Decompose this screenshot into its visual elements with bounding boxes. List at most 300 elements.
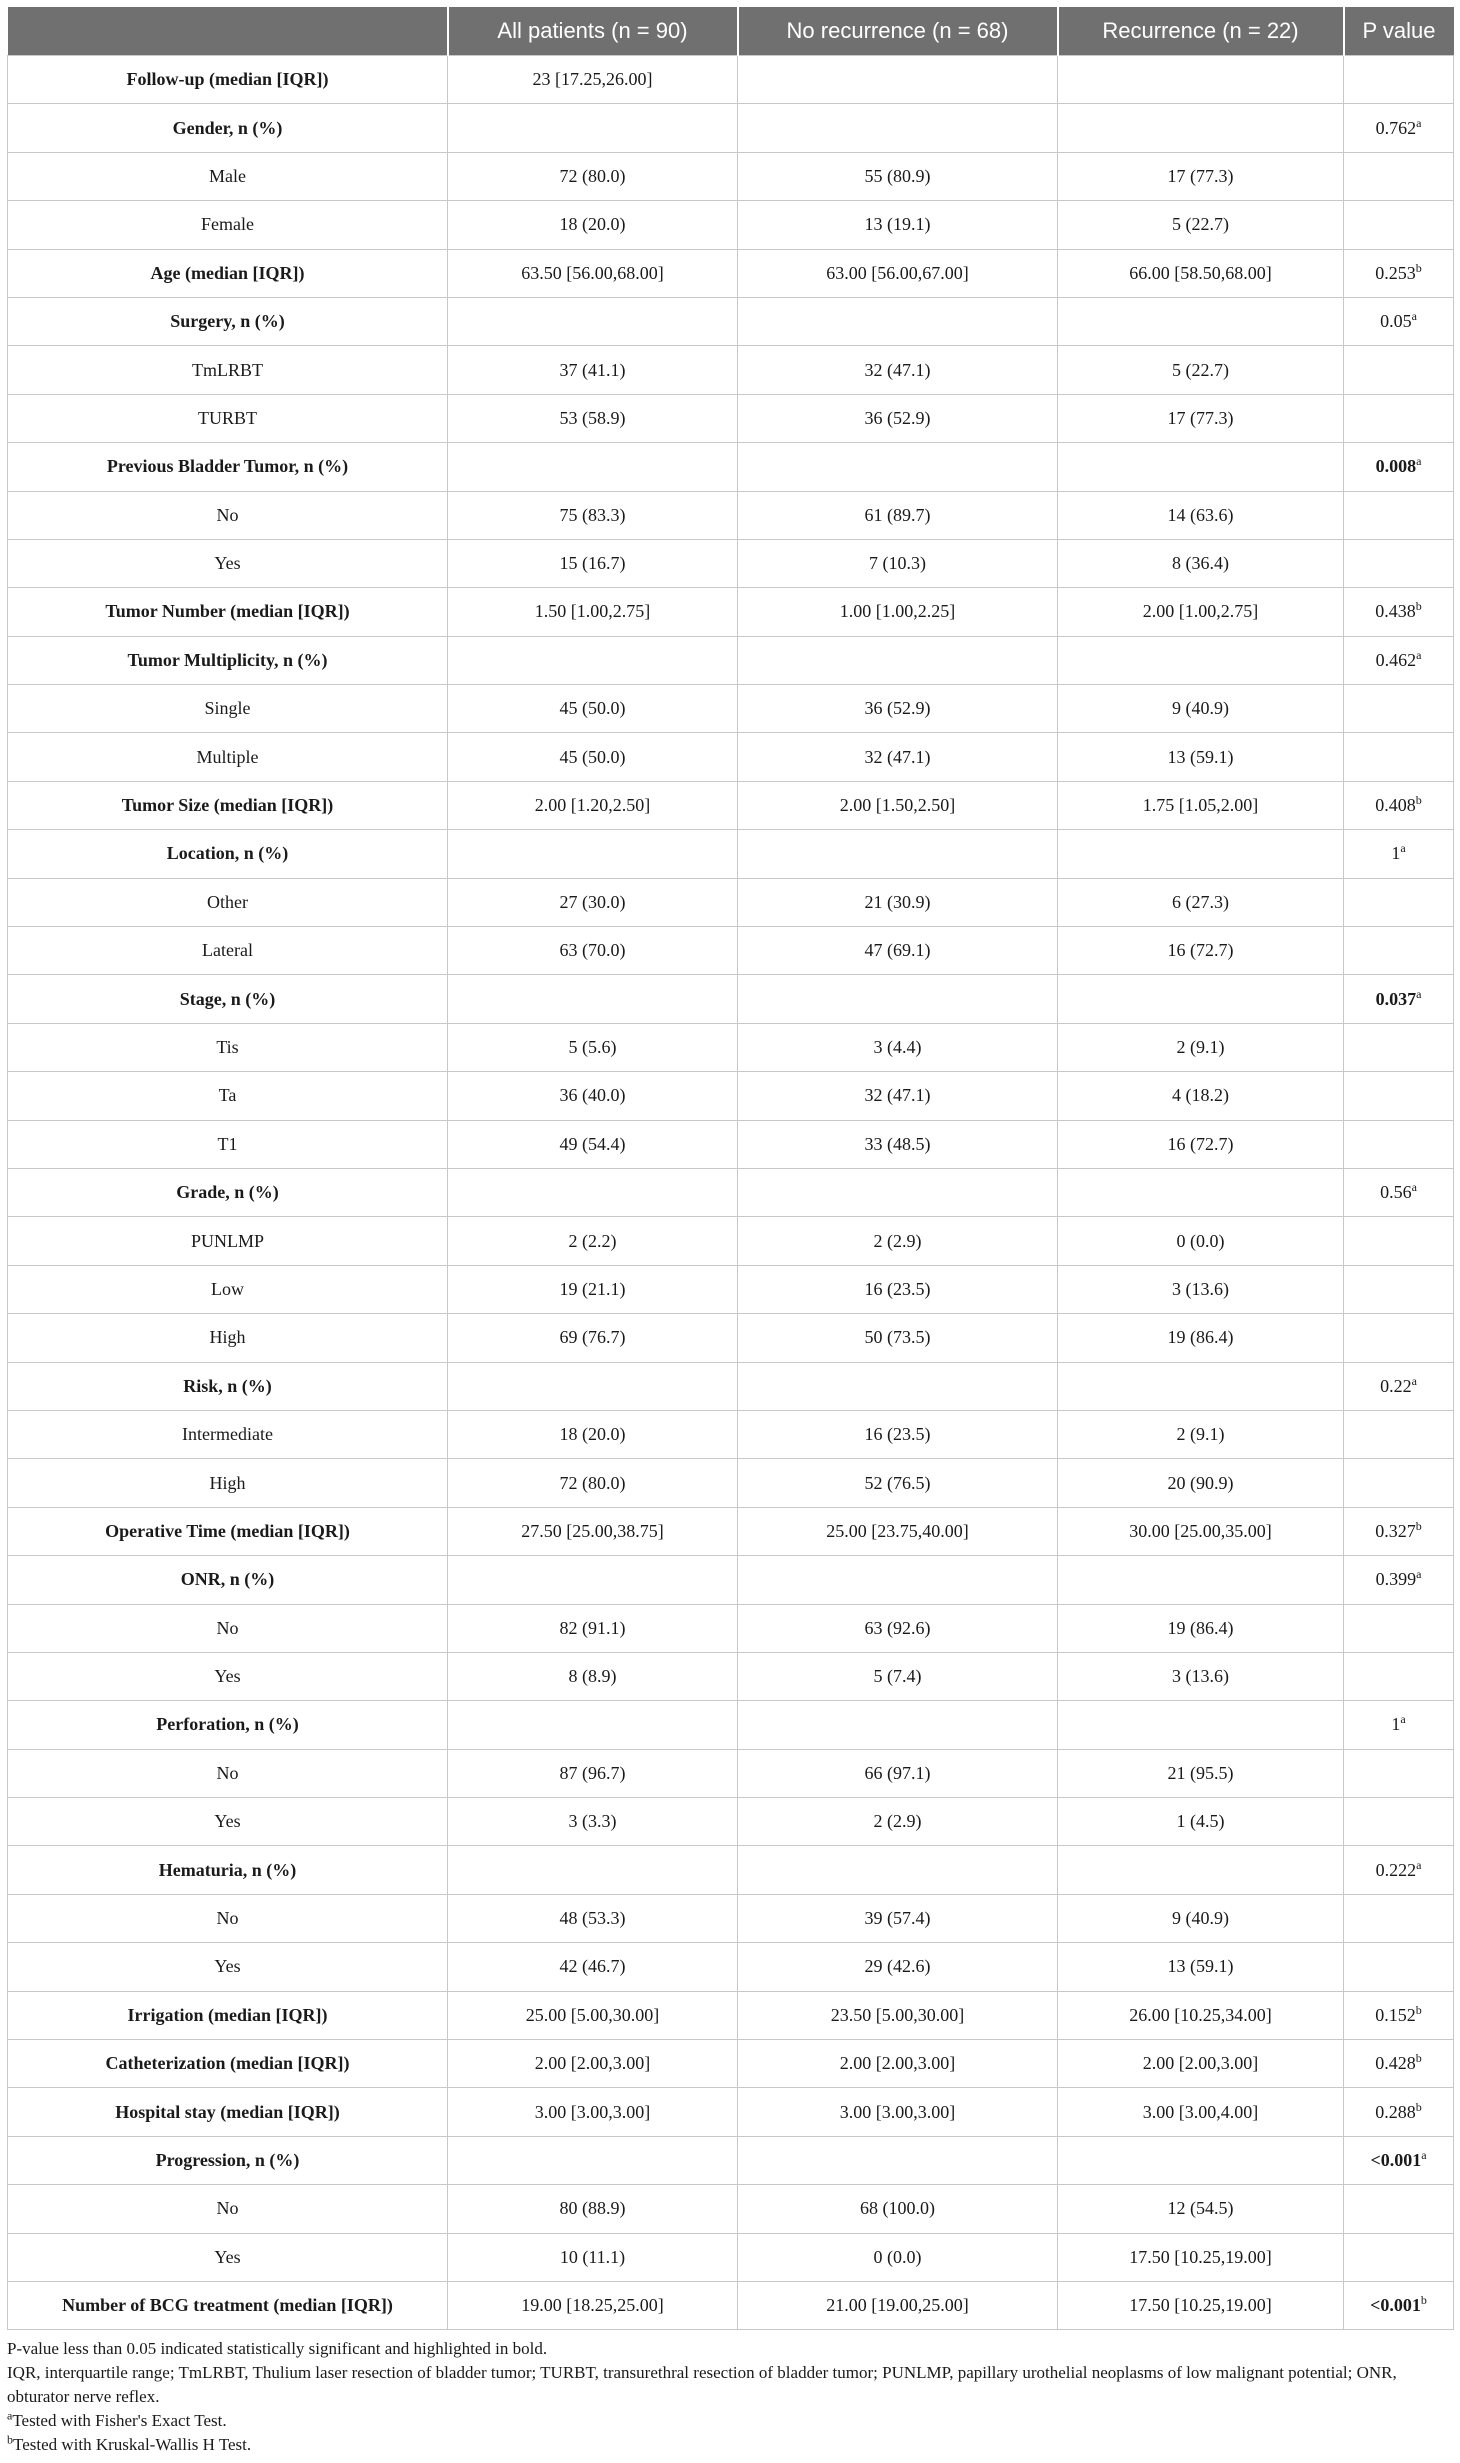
cell-no-recurrence: 21.00 [19.00,25.00]: [738, 2281, 1058, 2329]
cell-recurrence: 13 (59.1): [1058, 733, 1344, 781]
cell-recurrence: 8 (36.4): [1058, 539, 1344, 587]
cell-variable: Risk, n (%): [8, 1362, 448, 1410]
p-value-test-marker: a: [1411, 309, 1417, 324]
cell-recurrence: [1058, 2136, 1344, 2184]
table-row: [8, 1991, 1454, 2039]
cell-p-value: [1344, 927, 1454, 975]
table-row: [8, 346, 1454, 394]
cell-no-recurrence: 23.50 [5.00,30.00]: [738, 1991, 1058, 2039]
cell-no-recurrence: [738, 975, 1058, 1023]
cell-all-patients: 80 (88.9): [448, 2185, 738, 2233]
cell-p-value: [1344, 1507, 1454, 1555]
table-row: [8, 1556, 1454, 1604]
p-value-test-marker: b: [1415, 2099, 1422, 2114]
cell-variable: Surgery, n (%): [8, 297, 448, 345]
cell-p-value: [1344, 1459, 1454, 1507]
cell-no-recurrence: 2.00 [2.00,3.00]: [738, 2040, 1058, 2088]
cell-all-patients: 36 (40.0): [448, 1072, 738, 1120]
cell-p-value: [1344, 443, 1454, 491]
cell-recurrence: 9 (40.9): [1058, 1894, 1344, 1942]
cell-no-recurrence: 29 (42.6): [738, 1943, 1058, 1991]
cell-variable: Tumor Size (median [IQR]): [8, 781, 448, 829]
cell-p-value: [1344, 1362, 1454, 1410]
cell-no-recurrence: [738, 636, 1058, 684]
cell-variable: Perforation, n (%): [8, 1701, 448, 1749]
cell-variable: Ta: [8, 1072, 448, 1120]
p-value-text: 0.438: [1375, 601, 1416, 622]
cell-recurrence: 5 (22.7): [1058, 201, 1344, 249]
cell-p-value: [1344, 1410, 1454, 1458]
cell-variable: Catheterization (median [IQR]): [8, 2040, 448, 2088]
table-row: [8, 1023, 1454, 1071]
p-value-text: 0.428: [1375, 2053, 1416, 2074]
cell-p-value: [1344, 1798, 1454, 1846]
table-row: [8, 927, 1454, 975]
cell-p-value: [1344, 1072, 1454, 1120]
cell-no-recurrence: 16 (23.5): [738, 1410, 1058, 1458]
cell-recurrence: [1058, 297, 1344, 345]
header-row: [8, 7, 1454, 56]
table-footnotes: [7, 2337, 1453, 2457]
p-value-test-marker: a: [1411, 1373, 1417, 1388]
table-row: [8, 104, 1454, 152]
footnote-significance: P-value less than 0.05 indicated statistically significant and highlighted in bold.: [7, 2339, 548, 2359]
cell-no-recurrence: 32 (47.1): [738, 733, 1058, 781]
table-row: [8, 1652, 1454, 1700]
p-value-test-marker: b: [1415, 793, 1422, 808]
cell-variable: Lateral: [8, 927, 448, 975]
cell-p-value: [1344, 2136, 1454, 2184]
table-header: [8, 7, 1454, 56]
cell-no-recurrence: [738, 1701, 1058, 1749]
cell-p-value: [1344, 1652, 1454, 1700]
cell-recurrence: 2 (9.1): [1058, 1410, 1344, 1458]
cell-all-patients: 42 (46.7): [448, 1943, 738, 1991]
cell-variable: Hospital stay (median [IQR]): [8, 2088, 448, 2136]
footnote-a-mark: a: [7, 2408, 13, 2423]
cell-no-recurrence: [738, 297, 1058, 345]
cell-recurrence: 17 (77.3): [1058, 394, 1344, 442]
cell-all-patients: 27.50 [25.00,38.75]: [448, 1507, 738, 1555]
cell-no-recurrence: 36 (52.9): [738, 394, 1058, 442]
cell-no-recurrence: [738, 1362, 1058, 1410]
cell-no-recurrence: 33 (48.5): [738, 1120, 1058, 1168]
p-value-text: 0.22: [1380, 1375, 1412, 1396]
table-row: [8, 1459, 1454, 1507]
cell-recurrence: 2.00 [1.00,2.75]: [1058, 588, 1344, 636]
cell-all-patients: 82 (91.1): [448, 1604, 738, 1652]
p-value-test-marker: b: [1415, 1518, 1422, 1533]
cell-p-value: [1344, 588, 1454, 636]
cell-no-recurrence: 0 (0.0): [738, 2233, 1058, 2281]
p-value-test-marker: b: [1415, 260, 1422, 275]
cell-variable: Yes: [8, 2233, 448, 2281]
cell-p-value: [1344, 2088, 1454, 2136]
cell-all-patients: 87 (96.7): [448, 1749, 738, 1797]
cell-variable: Number of BCG treatment (median [IQR]): [8, 2281, 448, 2329]
cell-variable: Progression, n (%): [8, 2136, 448, 2184]
table-row: [8, 1604, 1454, 1652]
table-row: [8, 636, 1454, 684]
cell-all-patients: [448, 830, 738, 878]
cell-recurrence: [1058, 56, 1344, 104]
cell-no-recurrence: [738, 56, 1058, 104]
table-row: [8, 56, 1454, 104]
p-value-text: 0.05: [1380, 311, 1412, 332]
cell-no-recurrence: [738, 1846, 1058, 1894]
cell-variable: No: [8, 1604, 448, 1652]
cell-all-patients: 8 (8.9): [448, 1652, 738, 1700]
cell-variable: Yes: [8, 1652, 448, 1700]
cell-all-patients: 3.00 [3.00,3.00]: [448, 2088, 738, 2136]
cell-recurrence: 19 (86.4): [1058, 1314, 1344, 1362]
cell-p-value: [1344, 1846, 1454, 1894]
cell-no-recurrence: 21 (30.9): [738, 878, 1058, 926]
table-row: [8, 394, 1454, 442]
cell-recurrence: [1058, 975, 1344, 1023]
cell-recurrence: 66.00 [58.50,68.00]: [1058, 249, 1344, 297]
footnote-b-mark: b: [7, 2432, 13, 2447]
cell-all-patients: [448, 297, 738, 345]
cell-p-value: [1344, 975, 1454, 1023]
cell-all-patients: 2.00 [1.20,2.50]: [448, 781, 738, 829]
cell-recurrence: 17.50 [10.25,19.00]: [1058, 2281, 1344, 2329]
cell-variable: Tumor Multiplicity, n (%): [8, 636, 448, 684]
table-row: [8, 1943, 1454, 1991]
cell-all-patients: [448, 1556, 738, 1604]
cell-recurrence: [1058, 830, 1344, 878]
cell-no-recurrence: [738, 443, 1058, 491]
cell-p-value: [1344, 249, 1454, 297]
cell-recurrence: 20 (90.9): [1058, 1459, 1344, 1507]
cell-variable: Age (median [IQR]): [8, 249, 448, 297]
cell-p-value: [1344, 1749, 1454, 1797]
cell-variable: Gender, n (%): [8, 104, 448, 152]
cell-p-value: [1344, 1991, 1454, 2039]
cell-all-patients: 3 (3.3): [448, 1798, 738, 1846]
p-value-text: 1: [1391, 1714, 1401, 1735]
cell-recurrence: 0 (0.0): [1058, 1217, 1344, 1265]
table-row: [8, 1749, 1454, 1797]
cell-all-patients: 23 [17.25,26.00]: [448, 56, 738, 104]
p-value-text: 0.037: [1375, 988, 1417, 1009]
cell-no-recurrence: [738, 2136, 1058, 2184]
cell-all-patients: 63 (70.0): [448, 927, 738, 975]
table-row: [8, 443, 1454, 491]
table-body: [8, 56, 1454, 2330]
cell-recurrence: 16 (72.7): [1058, 927, 1344, 975]
cell-no-recurrence: 68 (100.0): [738, 2185, 1058, 2233]
cell-all-patients: 53 (58.9): [448, 394, 738, 442]
table-row: [8, 1362, 1454, 1410]
cell-all-patients: [448, 636, 738, 684]
cell-recurrence: [1058, 1846, 1344, 1894]
cell-all-patients: 75 (83.3): [448, 491, 738, 539]
cell-all-patients: [448, 1362, 738, 1410]
cell-all-patients: 19 (21.1): [448, 1265, 738, 1313]
cell-all-patients: [448, 2136, 738, 2184]
table-row: [8, 152, 1454, 200]
cell-recurrence: 4 (18.2): [1058, 1072, 1344, 1120]
cell-p-value: [1344, 2040, 1454, 2088]
cell-p-value: [1344, 2233, 1454, 2281]
cell-recurrence: 3 (13.6): [1058, 1265, 1344, 1313]
table-row: [8, 1894, 1454, 1942]
cell-recurrence: [1058, 443, 1344, 491]
cell-p-value: [1344, 1701, 1454, 1749]
cell-no-recurrence: 13 (19.1): [738, 201, 1058, 249]
cell-no-recurrence: 3.00 [3.00,3.00]: [738, 2088, 1058, 2136]
cell-all-patients: 19.00 [18.25,25.00]: [448, 2281, 738, 2329]
cell-variable: High: [8, 1459, 448, 1507]
cell-variable: TmLRBT: [8, 346, 448, 394]
cell-all-patients: 27 (30.0): [448, 878, 738, 926]
cell-recurrence: 1 (4.5): [1058, 1798, 1344, 1846]
cell-all-patients: 15 (16.7): [448, 539, 738, 587]
cell-recurrence: 19 (86.4): [1058, 1604, 1344, 1652]
cell-p-value: [1344, 1314, 1454, 1362]
p-value-text: 0.327: [1375, 1520, 1416, 1541]
table-row: [8, 539, 1454, 587]
header-no-recurrence: No recurrence (n = 68): [738, 7, 1058, 56]
cell-variable: ONR, n (%): [8, 1556, 448, 1604]
header-p-value: P value: [1344, 7, 1454, 56]
cell-variable: Intermediate: [8, 1410, 448, 1458]
cell-p-value: [1344, 104, 1454, 152]
cell-all-patients: [448, 975, 738, 1023]
cell-variable: Yes: [8, 1943, 448, 1991]
cell-variable: Single: [8, 685, 448, 733]
cell-p-value: [1344, 636, 1454, 684]
p-value-test-marker: a: [1400, 1712, 1406, 1727]
cell-no-recurrence: 25.00 [23.75,40.00]: [738, 1507, 1058, 1555]
cell-all-patients: 69 (76.7): [448, 1314, 738, 1362]
cell-variable: Low: [8, 1265, 448, 1313]
cell-no-recurrence: [738, 104, 1058, 152]
p-value-text: 0.008: [1375, 456, 1417, 477]
cell-no-recurrence: 47 (69.1): [738, 927, 1058, 975]
cell-p-value: [1344, 297, 1454, 345]
p-value-test-marker: a: [1411, 1180, 1417, 1195]
cell-all-patients: 25.00 [5.00,30.00]: [448, 1991, 738, 2039]
table-row: [8, 1314, 1454, 1362]
cell-all-patients: 2 (2.2): [448, 1217, 738, 1265]
cell-all-patients: 49 (54.4): [448, 1120, 738, 1168]
table-row: [8, 588, 1454, 636]
cell-recurrence: 12 (54.5): [1058, 2185, 1344, 2233]
p-value-test-marker: b: [1420, 2293, 1427, 2308]
cell-all-patients: [448, 1846, 738, 1894]
cell-no-recurrence: 36 (52.9): [738, 685, 1058, 733]
p-value-test-marker: b: [1415, 2051, 1422, 2066]
cell-p-value: [1344, 1894, 1454, 1942]
table-row: [8, 201, 1454, 249]
p-value-test-marker: a: [1421, 2147, 1427, 2162]
table-row: [8, 1410, 1454, 1458]
cell-recurrence: 17 (77.3): [1058, 152, 1344, 200]
cell-recurrence: [1058, 1556, 1344, 1604]
cell-p-value: [1344, 152, 1454, 200]
cell-variable: Irrigation (median [IQR]): [8, 1991, 448, 2039]
cell-p-value: [1344, 1217, 1454, 1265]
cell-no-recurrence: 63 (92.6): [738, 1604, 1058, 1652]
cell-all-patients: 1.50 [1.00,2.75]: [448, 588, 738, 636]
table-row: [8, 1168, 1454, 1216]
p-value-test-marker: a: [1416, 647, 1422, 662]
cell-variable: No: [8, 491, 448, 539]
cell-no-recurrence: 63.00 [56.00,67.00]: [738, 249, 1058, 297]
cell-p-value: [1344, 733, 1454, 781]
cell-no-recurrence: 3 (4.4): [738, 1023, 1058, 1071]
cell-no-recurrence: 7 (10.3): [738, 539, 1058, 587]
cell-no-recurrence: 55 (80.9): [738, 152, 1058, 200]
cell-variable: Multiple: [8, 733, 448, 781]
cell-recurrence: [1058, 636, 1344, 684]
table-row: [8, 975, 1454, 1023]
cell-recurrence: 13 (59.1): [1058, 1943, 1344, 1991]
p-value-test-marker: a: [1416, 115, 1422, 130]
cell-recurrence: [1058, 1362, 1344, 1410]
footnote-a: [7, 2409, 1453, 2433]
table-container: [7, 7, 1453, 2457]
p-value-test-marker: b: [1415, 2002, 1422, 2017]
cell-no-recurrence: 52 (76.5): [738, 1459, 1058, 1507]
table-row: [8, 2088, 1454, 2136]
cell-all-patients: 48 (53.3): [448, 1894, 738, 1942]
cell-p-value: [1344, 1556, 1454, 1604]
cell-no-recurrence: 2 (2.9): [738, 1217, 1058, 1265]
cell-recurrence: 2.00 [2.00,3.00]: [1058, 2040, 1344, 2088]
cell-recurrence: 3 (13.6): [1058, 1652, 1344, 1700]
cell-recurrence: 6 (27.3): [1058, 878, 1344, 926]
cell-no-recurrence: 50 (73.5): [738, 1314, 1058, 1362]
cell-recurrence: 2 (9.1): [1058, 1023, 1344, 1071]
table-row: [8, 1072, 1454, 1120]
cell-p-value: [1344, 878, 1454, 926]
cell-all-patients: 72 (80.0): [448, 1459, 738, 1507]
cell-recurrence: [1058, 1701, 1344, 1749]
cell-recurrence: 30.00 [25.00,35.00]: [1058, 1507, 1344, 1555]
table-row: [8, 491, 1454, 539]
cell-variable: Tumor Number (median [IQR]): [8, 588, 448, 636]
p-value-text: 0.253: [1375, 262, 1416, 283]
p-value-text: 0.408: [1375, 795, 1416, 816]
cell-no-recurrence: 32 (47.1): [738, 1072, 1058, 1120]
p-value-text: <0.001: [1370, 2295, 1421, 2316]
header-all-patients: All patients (n = 90): [448, 7, 738, 56]
table-row: [8, 249, 1454, 297]
results-table: [7, 7, 1454, 2330]
p-value-text: 0.288: [1375, 2101, 1416, 2122]
cell-no-recurrence: [738, 830, 1058, 878]
p-value-text: 0.762: [1375, 117, 1417, 138]
cell-recurrence: 17.50 [10.25,19.00]: [1058, 2233, 1344, 2281]
cell-all-patients: 18 (20.0): [448, 1410, 738, 1458]
cell-no-recurrence: 61 (89.7): [738, 491, 1058, 539]
cell-recurrence: 26.00 [10.25,34.00]: [1058, 1991, 1344, 2039]
footnote-b: [7, 2433, 1453, 2457]
p-value-text: <0.001: [1370, 2149, 1422, 2170]
cell-p-value: [1344, 781, 1454, 829]
cell-recurrence: 16 (72.7): [1058, 1120, 1344, 1168]
footnote-b-text: Tested with Kruskal-Wallis H Test.: [13, 2435, 252, 2455]
cell-variable: Other: [8, 878, 448, 926]
p-value-test-marker: a: [1416, 986, 1422, 1001]
p-value-test-marker: a: [1416, 1567, 1422, 1582]
cell-variable: Male: [8, 152, 448, 200]
cell-no-recurrence: 2.00 [1.50,2.50]: [738, 781, 1058, 829]
cell-variable: Hematuria, n (%): [8, 1846, 448, 1894]
cell-no-recurrence: 39 (57.4): [738, 1894, 1058, 1942]
cell-p-value: [1344, 2281, 1454, 2329]
cell-no-recurrence: 32 (47.1): [738, 346, 1058, 394]
p-value-text: 0.222: [1375, 1859, 1417, 1880]
header-variable: [8, 7, 448, 56]
cell-variable: Tis: [8, 1023, 448, 1071]
cell-variable: Stage, n (%): [8, 975, 448, 1023]
cell-p-value: [1344, 539, 1454, 587]
cell-variable: Grade, n (%): [8, 1168, 448, 1216]
cell-p-value: [1344, 1265, 1454, 1313]
cell-recurrence: 21 (95.5): [1058, 1749, 1344, 1797]
cell-variable: Follow-up (median [IQR]): [8, 56, 448, 104]
table-row: [8, 1507, 1454, 1555]
cell-variable: High: [8, 1314, 448, 1362]
cell-all-patients: [448, 443, 738, 491]
cell-variable: T1: [8, 1120, 448, 1168]
cell-variable: Operative Time (median [IQR]): [8, 1507, 448, 1555]
cell-variable: Female: [8, 201, 448, 249]
p-value-text: 1: [1391, 843, 1401, 864]
table-row: [8, 2281, 1454, 2329]
cell-all-patients: [448, 1701, 738, 1749]
table-row: [8, 685, 1454, 733]
cell-p-value: [1344, 56, 1454, 104]
cell-variable: Yes: [8, 539, 448, 587]
cell-variable: Yes: [8, 1798, 448, 1846]
cell-recurrence: 1.75 [1.05,2.00]: [1058, 781, 1344, 829]
table-row: [8, 878, 1454, 926]
cell-p-value: [1344, 830, 1454, 878]
cell-all-patients: 45 (50.0): [448, 685, 738, 733]
cell-all-patients: 63.50 [56.00,68.00]: [448, 249, 738, 297]
cell-variable: Location, n (%): [8, 830, 448, 878]
table-row: [8, 733, 1454, 781]
cell-no-recurrence: [738, 1168, 1058, 1216]
cell-recurrence: 14 (63.6): [1058, 491, 1344, 539]
cell-all-patients: [448, 1168, 738, 1216]
table-row: [8, 2040, 1454, 2088]
cell-p-value: [1344, 1604, 1454, 1652]
table-row: [8, 1265, 1454, 1313]
cell-p-value: [1344, 201, 1454, 249]
cell-p-value: [1344, 1943, 1454, 1991]
footnote-abbreviations: IQR, interquartile range; TmLRBT, Thulium laser resection of bladder tumor; TURBT, transurethral resection of bladder tumor; PUNLMP, papillary urothelial neoplasms of low malignant potential; ONR, obturator nerve reflex.: [7, 2363, 1397, 2407]
table-row: [8, 1846, 1454, 1894]
table-row: [8, 2233, 1454, 2281]
cell-variable: No: [8, 2185, 448, 2233]
cell-no-recurrence: [738, 1556, 1058, 1604]
table-row: [8, 2185, 1454, 2233]
p-value-test-marker: a: [1400, 841, 1406, 856]
table-row: [8, 2136, 1454, 2184]
cell-recurrence: 3.00 [3.00,4.00]: [1058, 2088, 1344, 2136]
table-row: [8, 1217, 1454, 1265]
cell-variable: No: [8, 1749, 448, 1797]
cell-p-value: [1344, 685, 1454, 733]
table-row: [8, 1798, 1454, 1846]
cell-variable: PUNLMP: [8, 1217, 448, 1265]
